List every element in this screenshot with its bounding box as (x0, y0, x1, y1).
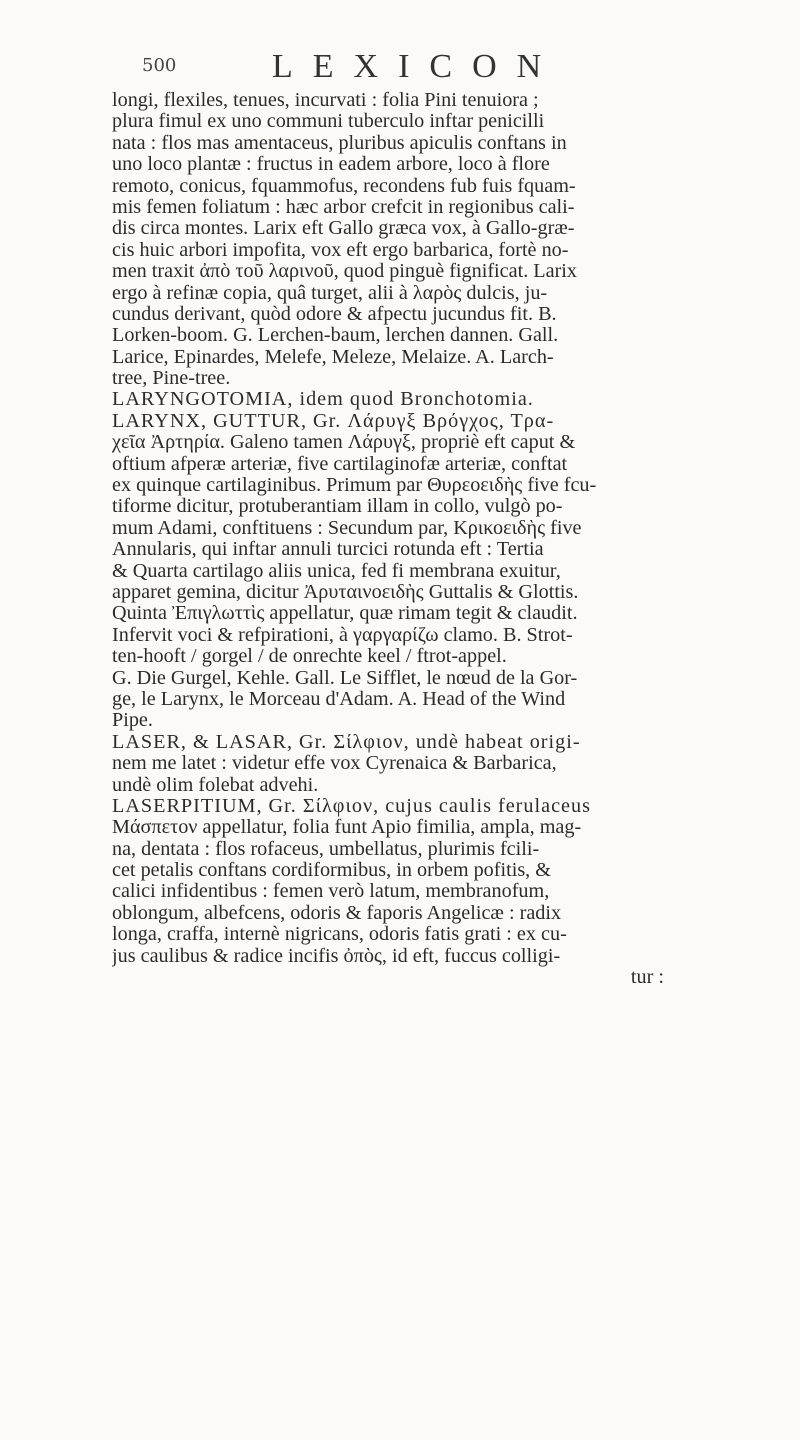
text-line: Μάσπετον appellatur, folia funt Apio fimilia, ampla, mag- (112, 817, 582, 839)
text-line: ge, le Larynx, le Morceau d'Adam. A. Head of the Wind (112, 688, 566, 710)
text-line: apparet gemina, dicitur Ἀρυταινοειδὴς Guttalis & Glottis. (112, 581, 579, 603)
text-line: cundus derivant, quòd odore & afpectu jucundus fit. B. (112, 303, 557, 325)
text-line: Quinta Ἐπιγλωττὶς appellatur, quæ rimam tegit & claudit. (112, 603, 578, 625)
page-header (142, 48, 672, 90)
text-line: Pipe. (112, 710, 153, 732)
entry-laser: LASER, & LASAR, Gr. Σίλφιον, undè habeat origi- (112, 731, 581, 753)
text-line: plura fimul ex uno communi tuberculo inftar penicilli (112, 111, 545, 133)
text-line: men traxit ἀπὸ τοῦ λαρινοῦ, quod pinguè fignificat. Larix (112, 261, 578, 283)
text-line: longa, craffa, internè nigricans, odoris fatis grati : ex cu- (112, 924, 567, 946)
text-line: undè olim folebat advehi. (112, 774, 319, 796)
page-number: 500 (142, 55, 177, 76)
text-line: jus caulibus & radice incifis ὀπὸς, id eft, fuccus colligi- (112, 945, 561, 967)
text-line: nata : flos mas amentaceus, pluribus apiculis conftans in (112, 132, 567, 154)
text-line: Lorken-boom. G. Lerchen-baum, lerchen dannen. Gall. (112, 325, 559, 347)
entry-laserpitium: LASERPITIUM, Gr. Σίλφιον, cujus caulis ferulaceus (112, 795, 591, 817)
text-line: mum Adami, conftituens : Secundum par, Κρικοειδὴς five (112, 517, 582, 539)
entry-larynx: LARYNX, GUTTUR, Gr. Λάρυγξ Βρόγχος, Τρα- (112, 410, 555, 432)
text-line: Larice, Epinardes, Melefe, Meleze, Melaize. A. Larch- (112, 346, 554, 368)
text-line: χεῖα Ἀρτηρία. Galeno tamen Λάρυγξ, propriè eft caput & (112, 432, 576, 454)
catchword: tur : (630, 967, 664, 989)
dictionary-text (112, 90, 664, 988)
text-line: remoto, conicus, fquammofus, recondens fub fuis fquam- (112, 175, 576, 197)
text-line: dis circa montes. Larix eft Gallo græca vox, à Gallo-græ- (112, 218, 575, 240)
text-line: Infervit voci & refpirationi, à γαργαρίζω clamo. B. Strot- (112, 624, 573, 646)
text-line: oftium afperæ arteriæ, five cartilaginofæ arteriæ, conftat (112, 453, 568, 475)
text-line: na, dentata : flos rofaceus, umbellatus, plurimis fcili- (112, 838, 540, 860)
text-line: tree, Pine-tree. (112, 368, 231, 390)
text-line: uno loco plantæ : fructus in eadem arbore, loco à flore (112, 154, 550, 176)
text-line: cis huic arbori impofita, vox eft ergo barbarica, fortè no- (112, 239, 569, 261)
text-line: mis femen foliatum : hæc arbor crefcit in regionibus cali- (112, 196, 575, 218)
text-line: ergo à refinæ copia, quâ turget, alii à λαρὸς dulcis, ju- (112, 282, 548, 304)
text-line: & Quarta cartilago aliis unica, fed fi membrana exuitur, (112, 560, 561, 582)
text-line: oblongum, albefcens, odoris & faporis Angelicæ : radix (112, 902, 562, 924)
text-line: tiforme dicitur, protuberantiam illam in collo, vulgò po- (112, 496, 563, 518)
text-line: G. Die Gurgel, Kehle. Gall. Le Sifflet, le nœud de la Gor- (112, 667, 578, 689)
text-line: cet petalis conftans cordiformibus, in orbem pofitis, & (112, 860, 551, 882)
text-line: calici infidentibus : femen verò latum, membranofum, (112, 881, 550, 903)
text-line: ex quinque cartilaginibus. Primum par Θυρεοειδὴς five fcu- (112, 475, 597, 497)
entry-laryngotomia: LARYNGOTOMIA, idem quod Bronchotomia. (112, 389, 534, 411)
text-line: longi, flexiles, tenues, incurvati : folia Pini tenuiora ; (112, 90, 539, 111)
text-line: nem me latet : videtur effe vox Cyrenaica & Barbarica, (112, 753, 557, 775)
text-line: ten-hooft / gorgel / de onrechte keel / ftrot-appel. (112, 646, 507, 668)
text-line: Annularis, qui inftar annuli turcici rotunda eft : Tertia (112, 539, 544, 561)
running-title: LEXICON (272, 48, 562, 85)
